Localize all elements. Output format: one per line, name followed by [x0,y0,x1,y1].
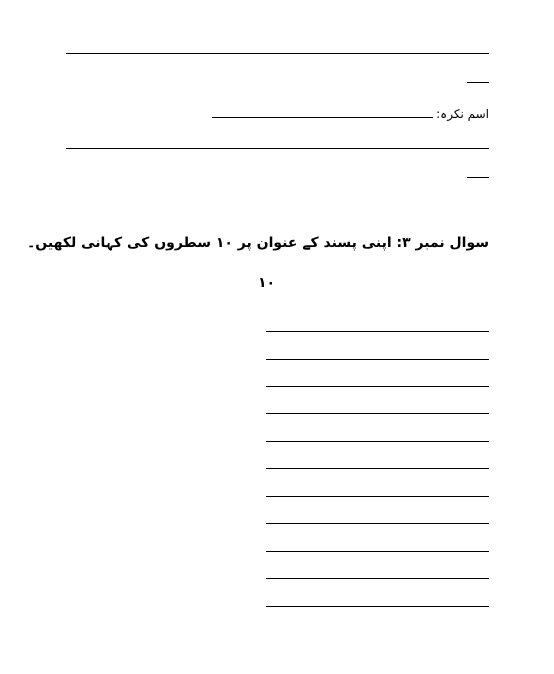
question-3-marks: ۱۰ [258,275,276,291]
answer-line-short [467,177,489,178]
story-line[interactable] [266,413,489,414]
story-line[interactable] [266,331,489,332]
story-line[interactable] [266,578,489,579]
ism-nakira-label: اسم نکرہ: [436,107,489,121]
story-line[interactable] [266,551,489,552]
story-line[interactable] [266,359,489,360]
answer-line-short [467,82,489,83]
answer-line [66,148,489,149]
answer-line [66,53,489,54]
ism-nakira-answer-line[interactable] [212,117,433,118]
story-line[interactable] [266,441,489,442]
story-line[interactable] [266,606,489,607]
story-line[interactable] [266,468,489,469]
question-3-text: سوال نمبر ۳: اپنی پسند کے عنوان پر ۱۰ سطروں کی کہانی لکھیں۔ [27,235,489,251]
story-line[interactable] [266,496,489,497]
story-line[interactable] [266,523,489,524]
story-line[interactable] [266,386,489,387]
